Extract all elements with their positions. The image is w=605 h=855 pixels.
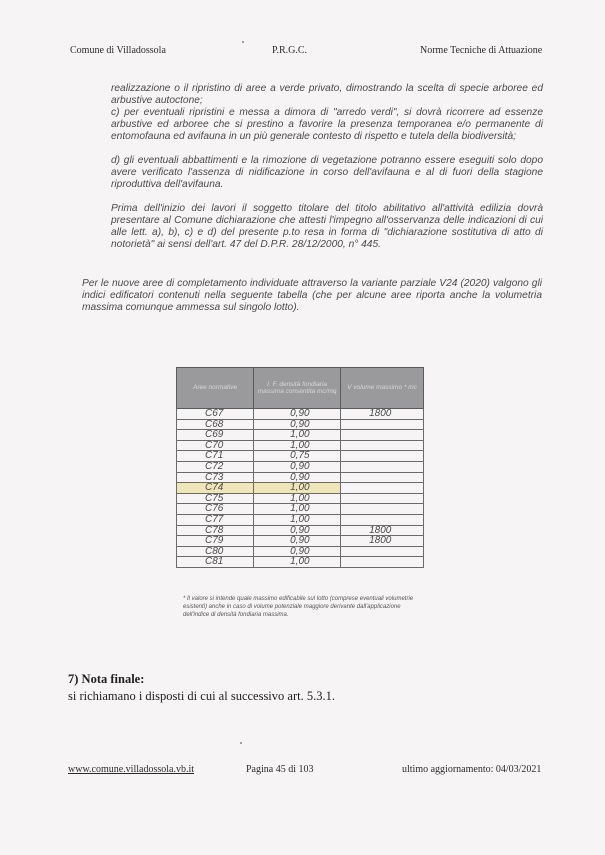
cell-area: C69 bbox=[177, 430, 254, 441]
paragraph-variante: Per le nuove aree di completamento individuate attraverso la variante parziale V24 (2020) valgono gli indici edificatori contenuti nella seguente tabella (che per alcune aree riporta anche la volumetria massima comunque ammessa sul singolo lotto). bbox=[82, 278, 542, 313]
cell-area: C68 bbox=[177, 419, 254, 430]
cell-area: C78 bbox=[177, 525, 254, 536]
cell-area: C71 bbox=[177, 451, 254, 462]
column-header-volume: V volume massimo * mc bbox=[341, 368, 424, 409]
cell-volume: 1800 bbox=[341, 536, 424, 547]
cell-area: C81 bbox=[177, 557, 254, 568]
cell-density: 0,90 bbox=[254, 419, 341, 430]
table-row bbox=[177, 419, 424, 430]
cell-area: C73 bbox=[177, 472, 254, 483]
table-row bbox=[177, 525, 424, 536]
cell-area: C79 bbox=[177, 536, 254, 547]
paragraph-intro: realizzazione o il ripristino di aree a verde privato, dimostrando la scelta di specie arboree ed arbustive autoctone; bbox=[111, 83, 543, 106]
table-row bbox=[177, 514, 424, 525]
cell-density: 0,90 bbox=[254, 461, 341, 472]
paragraph-declaration: Prima dell'inizio dei lavori il soggetto titolare del titolo abilitativo all'attività edilizia dovrà presentare al Comune dichiarazione che attesti l'impegno all'osservanza delle indicazioni di cui alle lett. a), b), c) e d) del presente p.to resa in forma di "dichiarazione sostitutiva di atto di notorietà" ai sensi dell'art. 47 del D.P.R. 28/12/2000, n° 445. bbox=[111, 203, 543, 250]
table-row bbox=[177, 440, 424, 451]
cell-density: 1,00 bbox=[254, 430, 341, 441]
table-row bbox=[177, 546, 424, 557]
cell-volume bbox=[341, 504, 424, 515]
cell-area: C75 bbox=[177, 493, 254, 504]
cell-density: 0,90 bbox=[254, 525, 341, 536]
cell-volume: 1800 bbox=[341, 409, 424, 420]
cell-volume bbox=[341, 557, 424, 568]
table-row bbox=[177, 504, 424, 515]
table-row bbox=[177, 536, 424, 547]
table-row bbox=[177, 409, 424, 420]
header-center: P.R.G.C. bbox=[272, 45, 308, 56]
cell-area: C74 bbox=[177, 483, 254, 494]
cell-density: 0,90 bbox=[254, 546, 341, 557]
cell-area: C70 bbox=[177, 440, 254, 451]
nota-finale-title: 7) Nota finale: bbox=[68, 672, 145, 686]
cell-density: 1,00 bbox=[254, 493, 341, 504]
cell-area: C80 bbox=[177, 546, 254, 557]
table-footnote: * Il valore si intende quale massimo edificabile sul lotto (comprese eventuali volumetrie esistenti) anche in caso di volume potenziale maggiore derivante dall'applicazione dell'indice di densità fondiaria massima. bbox=[183, 596, 414, 618]
cell-area: C72 bbox=[177, 461, 254, 472]
cell-area: C76 bbox=[177, 504, 254, 515]
footer-website-link[interactable]: www.comune.villadossola.vb.it bbox=[68, 764, 195, 775]
cell-density: 1,00 bbox=[254, 483, 341, 494]
cell-volume bbox=[341, 483, 424, 494]
column-header-density: I. F. densità fondiaria massima consentita mc/mq bbox=[254, 368, 341, 409]
column-header-aree: Aree normative bbox=[177, 368, 254, 409]
table-row bbox=[177, 557, 424, 568]
footer-page-number: Pagina 45 di 103 bbox=[246, 764, 314, 775]
cell-density: 1,00 bbox=[254, 557, 341, 568]
cell-volume: 1800 bbox=[341, 525, 424, 536]
cell-volume bbox=[341, 440, 424, 451]
nota-finale-text: si richiamano i disposti di cui al successivo art. 5.3.1. bbox=[68, 689, 335, 703]
table-header-row bbox=[177, 368, 424, 409]
cell-volume bbox=[341, 472, 424, 483]
cell-volume bbox=[341, 419, 424, 430]
table-row bbox=[177, 483, 424, 494]
table-row bbox=[177, 430, 424, 441]
cell-volume bbox=[341, 514, 424, 525]
cell-volume bbox=[341, 546, 424, 557]
cell-area: C77 bbox=[177, 514, 254, 525]
cell-density: 0,75 bbox=[254, 451, 341, 462]
table-row bbox=[177, 461, 424, 472]
header-right: Norme Tecniche di Attuazione bbox=[420, 45, 543, 56]
cell-volume bbox=[341, 461, 424, 472]
table-row bbox=[177, 451, 424, 462]
cell-density: 1,00 bbox=[254, 514, 341, 525]
footer-last-updated: ultimo aggiornamento: 04/03/2021 bbox=[402, 764, 542, 775]
paragraph-c: c) per eventuali ripristini e messa a dimora di "arredo verdi", si dovrà ricorrere ad essenze arbustive ed arboree che si prestino a favorire la presenza temporanea e/o permanente di entomofauna ed avifauna in un più generale contesto di rispetto e tutela della biodiversità; bbox=[111, 107, 543, 142]
cell-density: 0,90 bbox=[254, 472, 341, 483]
header-left: Comune di Villadossola bbox=[70, 45, 166, 56]
scan-speck bbox=[240, 742, 242, 744]
cell-density: 0,90 bbox=[254, 536, 341, 547]
paragraph-d: d) gli eventuali abbattimenti e la rimozione di vegetazione potranno essere eseguiti solo dopo avere verificato l'assenza di nidificazione in corso dell'avifauna e al di fuori della stagione riproduttiva dell'avifauna. bbox=[111, 155, 543, 190]
scan-speck bbox=[242, 41, 244, 43]
indices-table bbox=[176, 367, 424, 568]
cell-volume bbox=[341, 430, 424, 441]
cell-volume bbox=[341, 493, 424, 504]
cell-density: 1,00 bbox=[254, 440, 341, 451]
table-row bbox=[177, 472, 424, 483]
cell-volume bbox=[341, 451, 424, 462]
table-row bbox=[177, 493, 424, 504]
cell-density: 0,90 bbox=[254, 409, 341, 420]
cell-density: 1,00 bbox=[254, 504, 341, 515]
cell-area: C67 bbox=[177, 409, 254, 420]
